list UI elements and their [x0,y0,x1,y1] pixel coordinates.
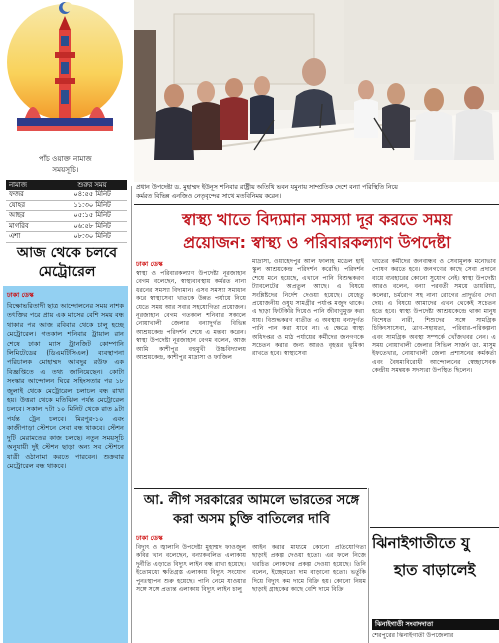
metro-headline-line-1: আজ থেকে চলবে [16,245,118,261]
divider [370,527,499,528]
health-byline: ঢাকা ডেস্ক [136,260,163,268]
prayer-table-header [6,180,127,190]
prayer-time: ১১:৩০ মিনিট [73,200,111,209]
prayer-table [6,180,127,243]
prayer-time: ০৫:১৫ মিনিট [73,211,111,220]
prayer-subtitle: সময়সূচি। [52,165,79,174]
prayer-time: ০৬:৫৮ মিনিট [73,221,111,230]
jhenaigati-headline-line-1: ঝিনাইগাতীতে যু [372,534,470,552]
health-headline-line-2: প্রয়োজন: স্বাস্থ্য ও পরিবারকল্যাণ উপদেষ্টা [183,233,451,252]
divider [131,186,132,643]
league-body-1: বিদ্যুৎ ও জ্বালানি উপদেষ্টা মুহাম্মদ ফাওজুল কবির খান বলেছেন, বন্যাকবলিত এলাকায় দুর্নীতি এড়াতে বিদ্যুৎ লাইন বন্ধ রাখা হয়েছে। ইতোমধ্যে ক্ষতিগ্রস্ত এলাকায় বিদ্যুৎ সংযোগ পুনঃস্থাপন শুরু হয়েছে। পানি নেমে যাওয়ার সঙ্গে সঙ্গে প্রত্যন্ত এলাকায় বিদ্যুৎ লাইন চালু [136,544,246,594]
photo-caption-line-2: কর্মরত বিভিন্ন এনজিও নেতৃবৃন্দের সাথে মতবিনিময় করেন। [136,193,281,200]
health-col-2 [252,258,364,488]
prayer-time: ০৮:৩০ মিনিট [73,232,111,241]
metro-headline [2,244,132,282]
league-headline-line-2: করা অসম চুক্তি বাতিলের দাবি [173,512,330,527]
jhenaigati-byline: ঝিনাইগাতী সংবাদদাতা [375,620,434,628]
metro-byline: ঢাকা ডেস্ক [7,291,34,299]
health-headline [136,208,498,254]
divider [134,488,367,489]
divider [134,204,499,205]
divider [368,488,369,643]
prayer-header-time: শুরুর সময় [77,181,107,189]
prayer-row [6,211,127,222]
league-col-1 [136,532,246,643]
health-body-1: স্বাস্থ্য ও পরিবারকল্যাণ উপদেষ্টা নূরজাহান বেগম বলেছেন, স্বাস্থ্যব্যবস্থায় কর্মরত নানা ধরনের সমস্যা বিদ্যমান। এসব সমস্যা সমাধান করে স্বাস্থ্যসেবা খাতকে উন্নত পর্যায়ে নিয়ে যেতে সময় আর সবার সহযোগিতা প্রয়োজন। নূরজাহান বেগম গতকাল শনিবার সকালে নোয়াখালী জেলার বন্যাদুর্গত বিভিন্ন আশ্রয়কেন্দ্র পরিদর্শন শেষে এ মন্তব্য করেন। স্বাস্থ্য উপদেষ্টা নূরজাহান বেগম বলেন, আজ আমি কাশীপুর বহুমুখী উচ্চবিদ্যালয় আশ্রয়কেন্দ্র, কাশীপুর মাদ্রাসা ও ফাজিল [136,270,246,362]
prayer-row [6,190,127,201]
league-col-2 [252,544,366,643]
health-headline-line-1: স্বাস্থ্য খাতে বিদ্যমান সমস্যা দূর করতে সময় [181,210,453,229]
metro-box [3,286,128,643]
prayer-name: ফজর [9,190,24,198]
prayer-time: ০৪:৫৫ মিনিট [73,190,111,198]
health-body-3: খাতের কর্মীদের জনবান্ধব ও সেবামূলক মনোভাব পোষণ করতে হবে। জনগণের কাছে সেবা প্রদানে ব্যয়ে ব্যবহারের কোনো সুযোগ নেই। স্বাস্থ্য উপদেষ্টা আরও বলেন, বন্যা পরবর্তী সময়ে ডায়রিয়া, কলেরা, চর্মরোগ সহ নানা রোগের প্রাদুর্ভাব দেখা দেয়। এ বিষয়ে আমাদের এখন থেকেই সচেতন হতে হবে। স্বাস্থ্য উপদেষ্টা আশ্রয়কেন্দ্রে থাকা মানুষ বিশেষত নারী, শিশুদের সঙ্গে সামগ্রিক চিকিৎসাসেবা, ত্রাণ-সহায়তা, পরিবার-পরিকল্পনা এবং সামগ্রিক অবস্থা সম্পর্কে খোঁজখবর নেন। এ সময় নোয়াখালী জেলার সিভিল সার্জন ডা. মাসুম ইফতেখার, নোয়াখালী জেলা প্রশাসনের কর্মকর্তা এবং বৈষম্যবিরোধী আন্দোলনের স্বেচ্ছাসেবক কেন্দ্রীয় সমন্বয়ক সদস্যরা উপস্থিত ছিলেন। [372,258,496,375]
prayer-name: এশা [9,232,21,241]
health-col-3 [372,258,496,526]
prayer-row [6,201,127,212]
prayer-name: মাগরিব [9,221,29,230]
metro-headline-line-2: মেট্রোরেল [38,264,96,280]
meeting-photo [134,0,499,182]
league-headline-line-1: আ. লীগ সরকারের আমলে ভারতের সঙ্গে [143,493,360,508]
prayer-row [6,232,127,243]
metro-body: বিক্ষোভরিতাদী ছাত্র আন্দোলনের সময় নাশক তৎক্তির পরে প্রায় এক মাসের বেশি সময় বন্ধ থাকার পর আজ রবিবার থেকে চালু হচ্ছে মেট্রোরেল। গতকাল শনিবার ট্রায়াল রান শেষে ঢাকা ম্যাস ট্রানজিট কোম্পানি লিমিটেডের (ডিএমটিসিএল) ব্যবস্থাপনা পরিচালক মোহাম্মদ আবদুর রউফ এক বিজ্ঞপ্তিতে এ তথ্য জানিয়েছেন। কোটা সংস্কার আন্দোলন ঘিরে সহিংসতার পর ১৮ জুলাই থেকে মেট্রোরেল চলাচল বন্ধ রাখা হয়। উত্তরা থেকে মতিঝিল পর্যন্ত মেট্রোরেল চলবে। সকাল ৭টা ১০ মিনিট থেকে রাত ৯টা পর্যন্ত ট্রেন চলবে। মিরপুর-১০ এবং কাজীপাড়া স্টেশনে সেবা বন্ধ থাকবে। স্টেশন দুটি মেরামতের কাজ চলছে। নতুন সময়সূচি অনুযায়ী দুই স্টেশন ছাড়া অন্য সব স্টেশনে যাত্রী ওঠানামা করতে পারবেন। শুক্রবার মেট্রোরেল বন্ধ থাকবে। [7,302,124,470]
prayer-row [6,222,127,233]
mosque-logo [3,0,127,150]
league-byline: ঢাকা ডেস্ক [136,534,163,542]
health-body-2: মাদ্রাসা, ওয়াহেদপুর আল ফালাহ মডেল হাই স্কুল আশ্রয়কেন্দ্র পরিদর্শন করেছি। পরিদর্শন শেষে মনে হয়েছে, এখানে পানি বিশুদ্ধকরণ ট্যাবলেটের অপ্রতুল আছে। এ বিষয়ে সংশ্লিষ্টদের নির্দেশ দেওয়া হয়েছে। যেহেতু প্রয়োজনীয় ওষুধ সামগ্রীর পর্যাপ্ত মজুদ থাকে। এ ছাড়া ফিটকিরি দিয়েও পানি জীবাণুমুক্ত করা যায়। বিশুদ্ধকরণ ব্যতীত এ অবস্থায় বন্যদুর্গত পানি পান করা যাবে না। এ ক্ষেত্রে স্বাস্থ্য অধিদপ্তর ও মাঠ পর্যায়ের কর্মীদের জনগণকে সচেতন করার জন্য আরও বৃহত্তর ভূমিকা রাখতে হবে। স্বাস্থ্যসেবা [252,258,364,358]
photo-caption [136,183,498,201]
prayer-name: আছর [9,211,25,220]
health-col-1 [136,258,246,488]
jhenaigati-headline [372,530,499,584]
prayer-name: যোহর [9,200,25,209]
jhenaigati-body: শেরপুরের ঝিনাইগাতী উপজেলার [372,632,454,639]
league-body-2: আইন করার মাধ্যমে কোনো প্রতিযোগিতা ছাড়াই প্রকল্প দেওয়া হতো। এর ফলে নিজে খরচিত লোকদের প্রকল্প দেওয়া হয়েছে। তিনি বলেন, ইচ্ছেমতো দাম বাড়ানো হতো। ভর্তুকি দিয়ে বিদ্যুৎ কম দামে বিক্রি হয়। কোনো নিয়ম ছাড়াই গ্রাহকের কাছে বেশি দামে বিক্রি [252,544,366,594]
photo-caption-line-1: প্রধান উপদেষ্টা ড. মুহাম্মদ ইউনূস শনিবার রাষ্ট্রীয় অতিথি ভবন যমুনায় সাম্প্রতিক দেশে বন্যা পরিস্থিতি নিয়ে [136,184,398,191]
league-headline [134,491,369,529]
jhenaigati-headline-line-2: হাত বাড়ালেই [394,561,476,579]
prayer-header-name: নামাজ [9,181,27,189]
prayer-title: পাঁচ ওয়াক্ত নামাজ [39,154,92,163]
jhenaigati-byline-bar [372,619,499,630]
